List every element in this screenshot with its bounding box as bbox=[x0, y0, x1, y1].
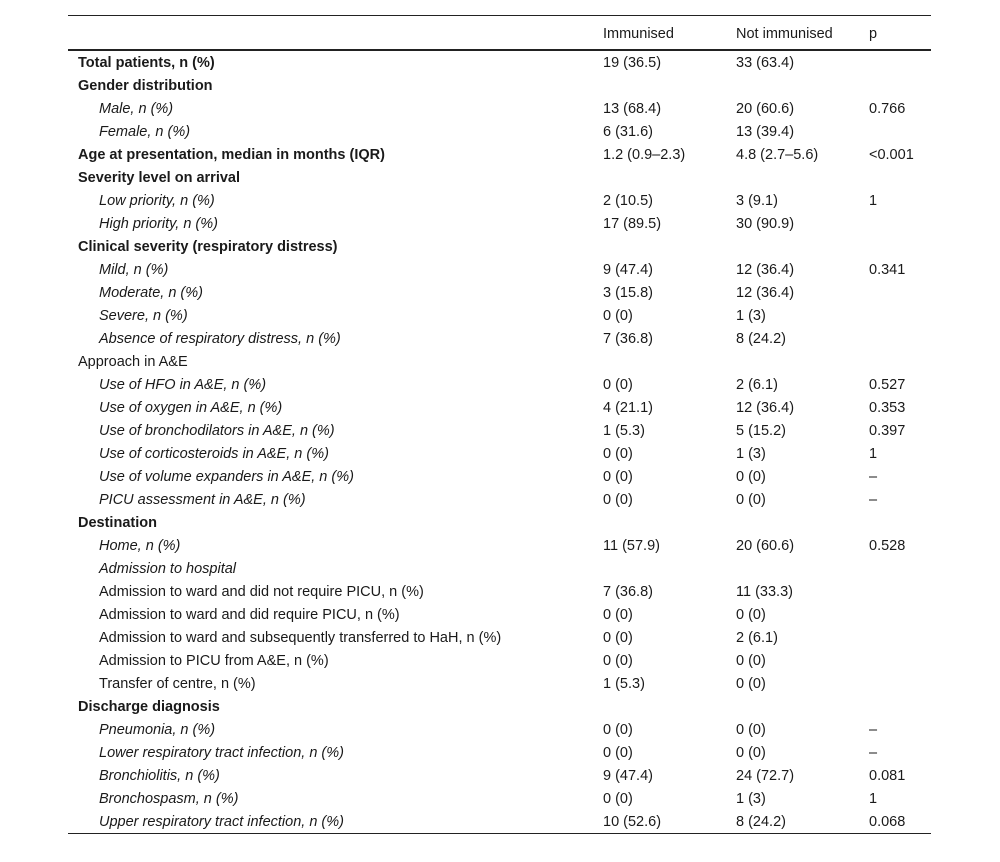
row-label: Age at presentation, median in months (IQR) bbox=[78, 146, 385, 163]
row-label: Female, n (%) bbox=[99, 123, 191, 140]
cell-not-immunised bbox=[736, 74, 869, 97]
cell-not-immunised: 1 (3) bbox=[736, 790, 766, 807]
row-label: Low priority, n (%) bbox=[99, 192, 215, 209]
cell-p bbox=[869, 212, 931, 235]
cell-immunised: 0 (0) bbox=[603, 606, 633, 623]
cell-p: – bbox=[869, 744, 878, 761]
cell-immunised: 0 (0) bbox=[603, 445, 633, 462]
cell-p: 0.068 bbox=[869, 813, 906, 830]
row-label: Transfer of centre, n (%) bbox=[99, 675, 256, 692]
row-label: Admission to hospital bbox=[99, 560, 237, 577]
row-label: Discharge diagnosis bbox=[78, 698, 220, 715]
row-label: Destination bbox=[78, 514, 157, 531]
cell-immunised: 11 (57.9) bbox=[603, 537, 660, 554]
table-row bbox=[68, 396, 931, 419]
table-row bbox=[68, 488, 931, 511]
cell-immunised: 0 (0) bbox=[603, 491, 633, 508]
cell-p bbox=[869, 281, 931, 304]
cell-p bbox=[869, 672, 931, 695]
cell-not-immunised bbox=[736, 557, 869, 580]
cell-immunised: 9 (47.4) bbox=[603, 261, 653, 278]
table-row bbox=[68, 741, 931, 764]
table-row bbox=[68, 465, 931, 488]
cell-p: 0.766 bbox=[869, 100, 906, 117]
cell-not-immunised: 8 (24.2) bbox=[736, 330, 786, 347]
cell-not-immunised bbox=[736, 166, 869, 189]
row-label: Gender distribution bbox=[78, 77, 213, 94]
table-row bbox=[68, 327, 931, 350]
cell-not-immunised: 2 (6.1) bbox=[736, 376, 778, 393]
cell-not-immunised: 5 (15.2) bbox=[736, 422, 786, 439]
table-body bbox=[68, 50, 931, 834]
row-label: Lower respiratory tract infection, n (%) bbox=[99, 744, 344, 761]
cell-immunised: 1 (5.3) bbox=[603, 422, 645, 439]
row-label: Admission to ward and did not require PICU, n (%) bbox=[99, 583, 424, 600]
cell-immunised: 0 (0) bbox=[603, 652, 633, 669]
row-label: Total patients, n (%) bbox=[78, 54, 215, 71]
cell-p: 1 bbox=[869, 790, 878, 807]
table-row bbox=[68, 626, 931, 649]
cell-immunised bbox=[603, 74, 736, 97]
cell-p bbox=[869, 304, 931, 327]
row-label: Moderate, n (%) bbox=[99, 284, 203, 301]
table-container bbox=[68, 15, 931, 834]
cell-p: 0.397 bbox=[869, 422, 906, 439]
cell-not-immunised: 33 (63.4) bbox=[736, 54, 795, 71]
cell-p bbox=[869, 557, 931, 580]
cell-not-immunised: 13 (39.4) bbox=[736, 123, 795, 140]
table-row bbox=[68, 143, 931, 166]
table-row bbox=[68, 350, 931, 373]
row-label: Use of HFO in A&E, n (%) bbox=[99, 376, 267, 393]
row-label: Upper respiratory tract infection, n (%) bbox=[99, 813, 344, 830]
cell-p: 0.353 bbox=[869, 399, 906, 416]
header-cell-label bbox=[68, 16, 603, 51]
table-row bbox=[68, 534, 931, 557]
cell-immunised bbox=[603, 235, 736, 258]
table-row bbox=[68, 373, 931, 396]
table-row bbox=[68, 672, 931, 695]
row-label: Use of volume expanders in A&E, n (%) bbox=[99, 468, 354, 485]
cell-p: 1 bbox=[869, 445, 878, 462]
row-label: Male, n (%) bbox=[99, 100, 174, 117]
cell-immunised: 1.2 (0.9–2.3) bbox=[603, 146, 686, 163]
cell-not-immunised: 0 (0) bbox=[736, 675, 766, 692]
table-row bbox=[68, 212, 931, 235]
table-row bbox=[68, 304, 931, 327]
cell-immunised: 0 (0) bbox=[603, 629, 633, 646]
cell-immunised: 3 (15.8) bbox=[603, 284, 653, 301]
header-cell-immunised: Immunised bbox=[603, 25, 674, 42]
table-row bbox=[68, 718, 931, 741]
cell-not-immunised: 0 (0) bbox=[736, 606, 766, 623]
table-row bbox=[68, 50, 931, 74]
row-label: Bronchiolitis, n (%) bbox=[99, 767, 220, 784]
cell-p bbox=[869, 235, 931, 258]
row-label: Admission to PICU from A&E, n (%) bbox=[99, 652, 329, 669]
row-label: High priority, n (%) bbox=[99, 215, 218, 232]
row-label: Use of oxygen in A&E, n (%) bbox=[99, 399, 283, 416]
cell-not-immunised bbox=[736, 235, 869, 258]
cell-not-immunised bbox=[736, 511, 869, 534]
cell-not-immunised: 8 (24.2) bbox=[736, 813, 786, 830]
row-label: Pneumonia, n (%) bbox=[99, 721, 216, 738]
cell-p: 0.527 bbox=[869, 376, 906, 393]
cell-immunised: 0 (0) bbox=[603, 744, 633, 761]
row-label: PICU assessment in A&E, n (%) bbox=[99, 491, 306, 508]
cell-p bbox=[869, 626, 931, 649]
cell-p: 1 bbox=[869, 192, 878, 209]
table-row bbox=[68, 580, 931, 603]
row-label: Mild, n (%) bbox=[99, 261, 169, 278]
cell-immunised: 17 (89.5) bbox=[603, 215, 662, 232]
cell-not-immunised: 12 (36.4) bbox=[736, 284, 795, 301]
table-row bbox=[68, 235, 931, 258]
cell-not-immunised: 20 (60.6) bbox=[736, 537, 795, 554]
cell-not-immunised bbox=[736, 695, 869, 718]
row-label: Home, n (%) bbox=[99, 537, 181, 554]
row-label: Admission to ward and subsequently transferred to HaH, n (%) bbox=[99, 629, 502, 646]
row-label: Bronchospasm, n (%) bbox=[99, 790, 239, 807]
cell-not-immunised: 0 (0) bbox=[736, 744, 766, 761]
cell-immunised bbox=[603, 166, 736, 189]
cell-not-immunised: 1 (3) bbox=[736, 445, 766, 462]
cell-p bbox=[869, 511, 931, 534]
table-row bbox=[68, 603, 931, 626]
cell-immunised: 0 (0) bbox=[603, 790, 633, 807]
cell-immunised: 7 (36.8) bbox=[603, 330, 653, 347]
cell-immunised: 10 (52.6) bbox=[603, 813, 662, 830]
cell-p bbox=[869, 580, 931, 603]
table-row bbox=[68, 764, 931, 787]
cell-immunised bbox=[603, 557, 736, 580]
row-label: Severity level on arrival bbox=[78, 169, 241, 186]
cell-p: 0.528 bbox=[869, 537, 906, 554]
table-row bbox=[68, 649, 931, 672]
cell-p: <0.001 bbox=[869, 146, 914, 163]
cell-p bbox=[869, 120, 931, 143]
row-label: Absence of respiratory distress, n (%) bbox=[99, 330, 341, 347]
cell-not-immunised: 20 (60.6) bbox=[736, 100, 795, 117]
cell-not-immunised: 0 (0) bbox=[736, 652, 766, 669]
row-label: Severe, n (%) bbox=[99, 307, 188, 324]
cell-immunised: 0 (0) bbox=[603, 721, 633, 738]
row-label: Use of bronchodilators in A&E, n (%) bbox=[99, 422, 335, 439]
cell-immunised: 0 (0) bbox=[603, 468, 633, 485]
cell-not-immunised: 0 (0) bbox=[736, 721, 766, 738]
cell-p: 0.081 bbox=[869, 767, 906, 784]
cell-not-immunised: 0 (0) bbox=[736, 468, 766, 485]
cell-p: 0.341 bbox=[869, 261, 906, 278]
cell-immunised: 4 (21.1) bbox=[603, 399, 653, 416]
table-row bbox=[68, 695, 931, 718]
cell-p bbox=[869, 603, 931, 626]
cell-not-immunised: 12 (36.4) bbox=[736, 399, 795, 416]
table-row bbox=[68, 189, 931, 212]
cell-immunised: 2 (10.5) bbox=[603, 192, 653, 209]
table-row bbox=[68, 120, 931, 143]
header-row bbox=[68, 16, 931, 51]
cell-immunised bbox=[603, 511, 736, 534]
cell-p: – bbox=[869, 721, 878, 738]
cell-p: – bbox=[869, 491, 878, 508]
cell-immunised: 1 (5.3) bbox=[603, 675, 645, 692]
cell-not-immunised bbox=[736, 350, 869, 373]
cell-immunised: 0 (0) bbox=[603, 376, 633, 393]
cell-not-immunised: 0 (0) bbox=[736, 491, 766, 508]
cell-immunised: 0 (0) bbox=[603, 307, 633, 324]
cell-not-immunised: 30 (90.9) bbox=[736, 215, 795, 232]
table-row bbox=[68, 442, 931, 465]
table-row bbox=[68, 511, 931, 534]
header-cell-p: p bbox=[869, 25, 878, 42]
cell-p bbox=[869, 50, 931, 74]
table-row bbox=[68, 557, 931, 580]
cell-immunised: 19 (36.5) bbox=[603, 54, 662, 71]
cell-p: – bbox=[869, 468, 878, 485]
table-row bbox=[68, 74, 931, 97]
cell-p bbox=[869, 166, 931, 189]
cell-p bbox=[869, 695, 931, 718]
row-label: Approach in A&E bbox=[78, 353, 188, 370]
table-row bbox=[68, 166, 931, 189]
data-table bbox=[68, 15, 931, 834]
row-label: Use of corticosteroids in A&E, n (%) bbox=[99, 445, 329, 462]
row-label: Clinical severity (respiratory distress) bbox=[78, 238, 338, 255]
cell-immunised: 13 (68.4) bbox=[603, 100, 662, 117]
cell-p bbox=[869, 74, 931, 97]
cell-immunised: 6 (31.6) bbox=[603, 123, 653, 140]
cell-immunised bbox=[603, 695, 736, 718]
table-row bbox=[68, 281, 931, 304]
cell-not-immunised: 3 (9.1) bbox=[736, 192, 778, 209]
header-cell-not-immunised: Not immunised bbox=[736, 25, 833, 42]
table-row bbox=[68, 810, 931, 834]
table-row bbox=[68, 787, 931, 810]
cell-p bbox=[869, 649, 931, 672]
cell-not-immunised: 24 (72.7) bbox=[736, 767, 795, 784]
cell-not-immunised: 12 (36.4) bbox=[736, 261, 795, 278]
table-row bbox=[68, 419, 931, 442]
cell-not-immunised: 4.8 (2.7–5.6) bbox=[736, 146, 819, 163]
table-row bbox=[68, 97, 931, 120]
row-label: Admission to ward and did require PICU, n (%) bbox=[99, 606, 400, 623]
cell-not-immunised: 11 (33.3) bbox=[736, 583, 793, 600]
cell-immunised: 9 (47.4) bbox=[603, 767, 653, 784]
cell-immunised: 7 (36.8) bbox=[603, 583, 653, 600]
table-row bbox=[68, 258, 931, 281]
cell-p bbox=[869, 327, 931, 350]
cell-not-immunised: 1 (3) bbox=[736, 307, 766, 324]
cell-immunised bbox=[603, 350, 736, 373]
cell-not-immunised: 2 (6.1) bbox=[736, 629, 778, 646]
cell-p bbox=[869, 350, 931, 373]
